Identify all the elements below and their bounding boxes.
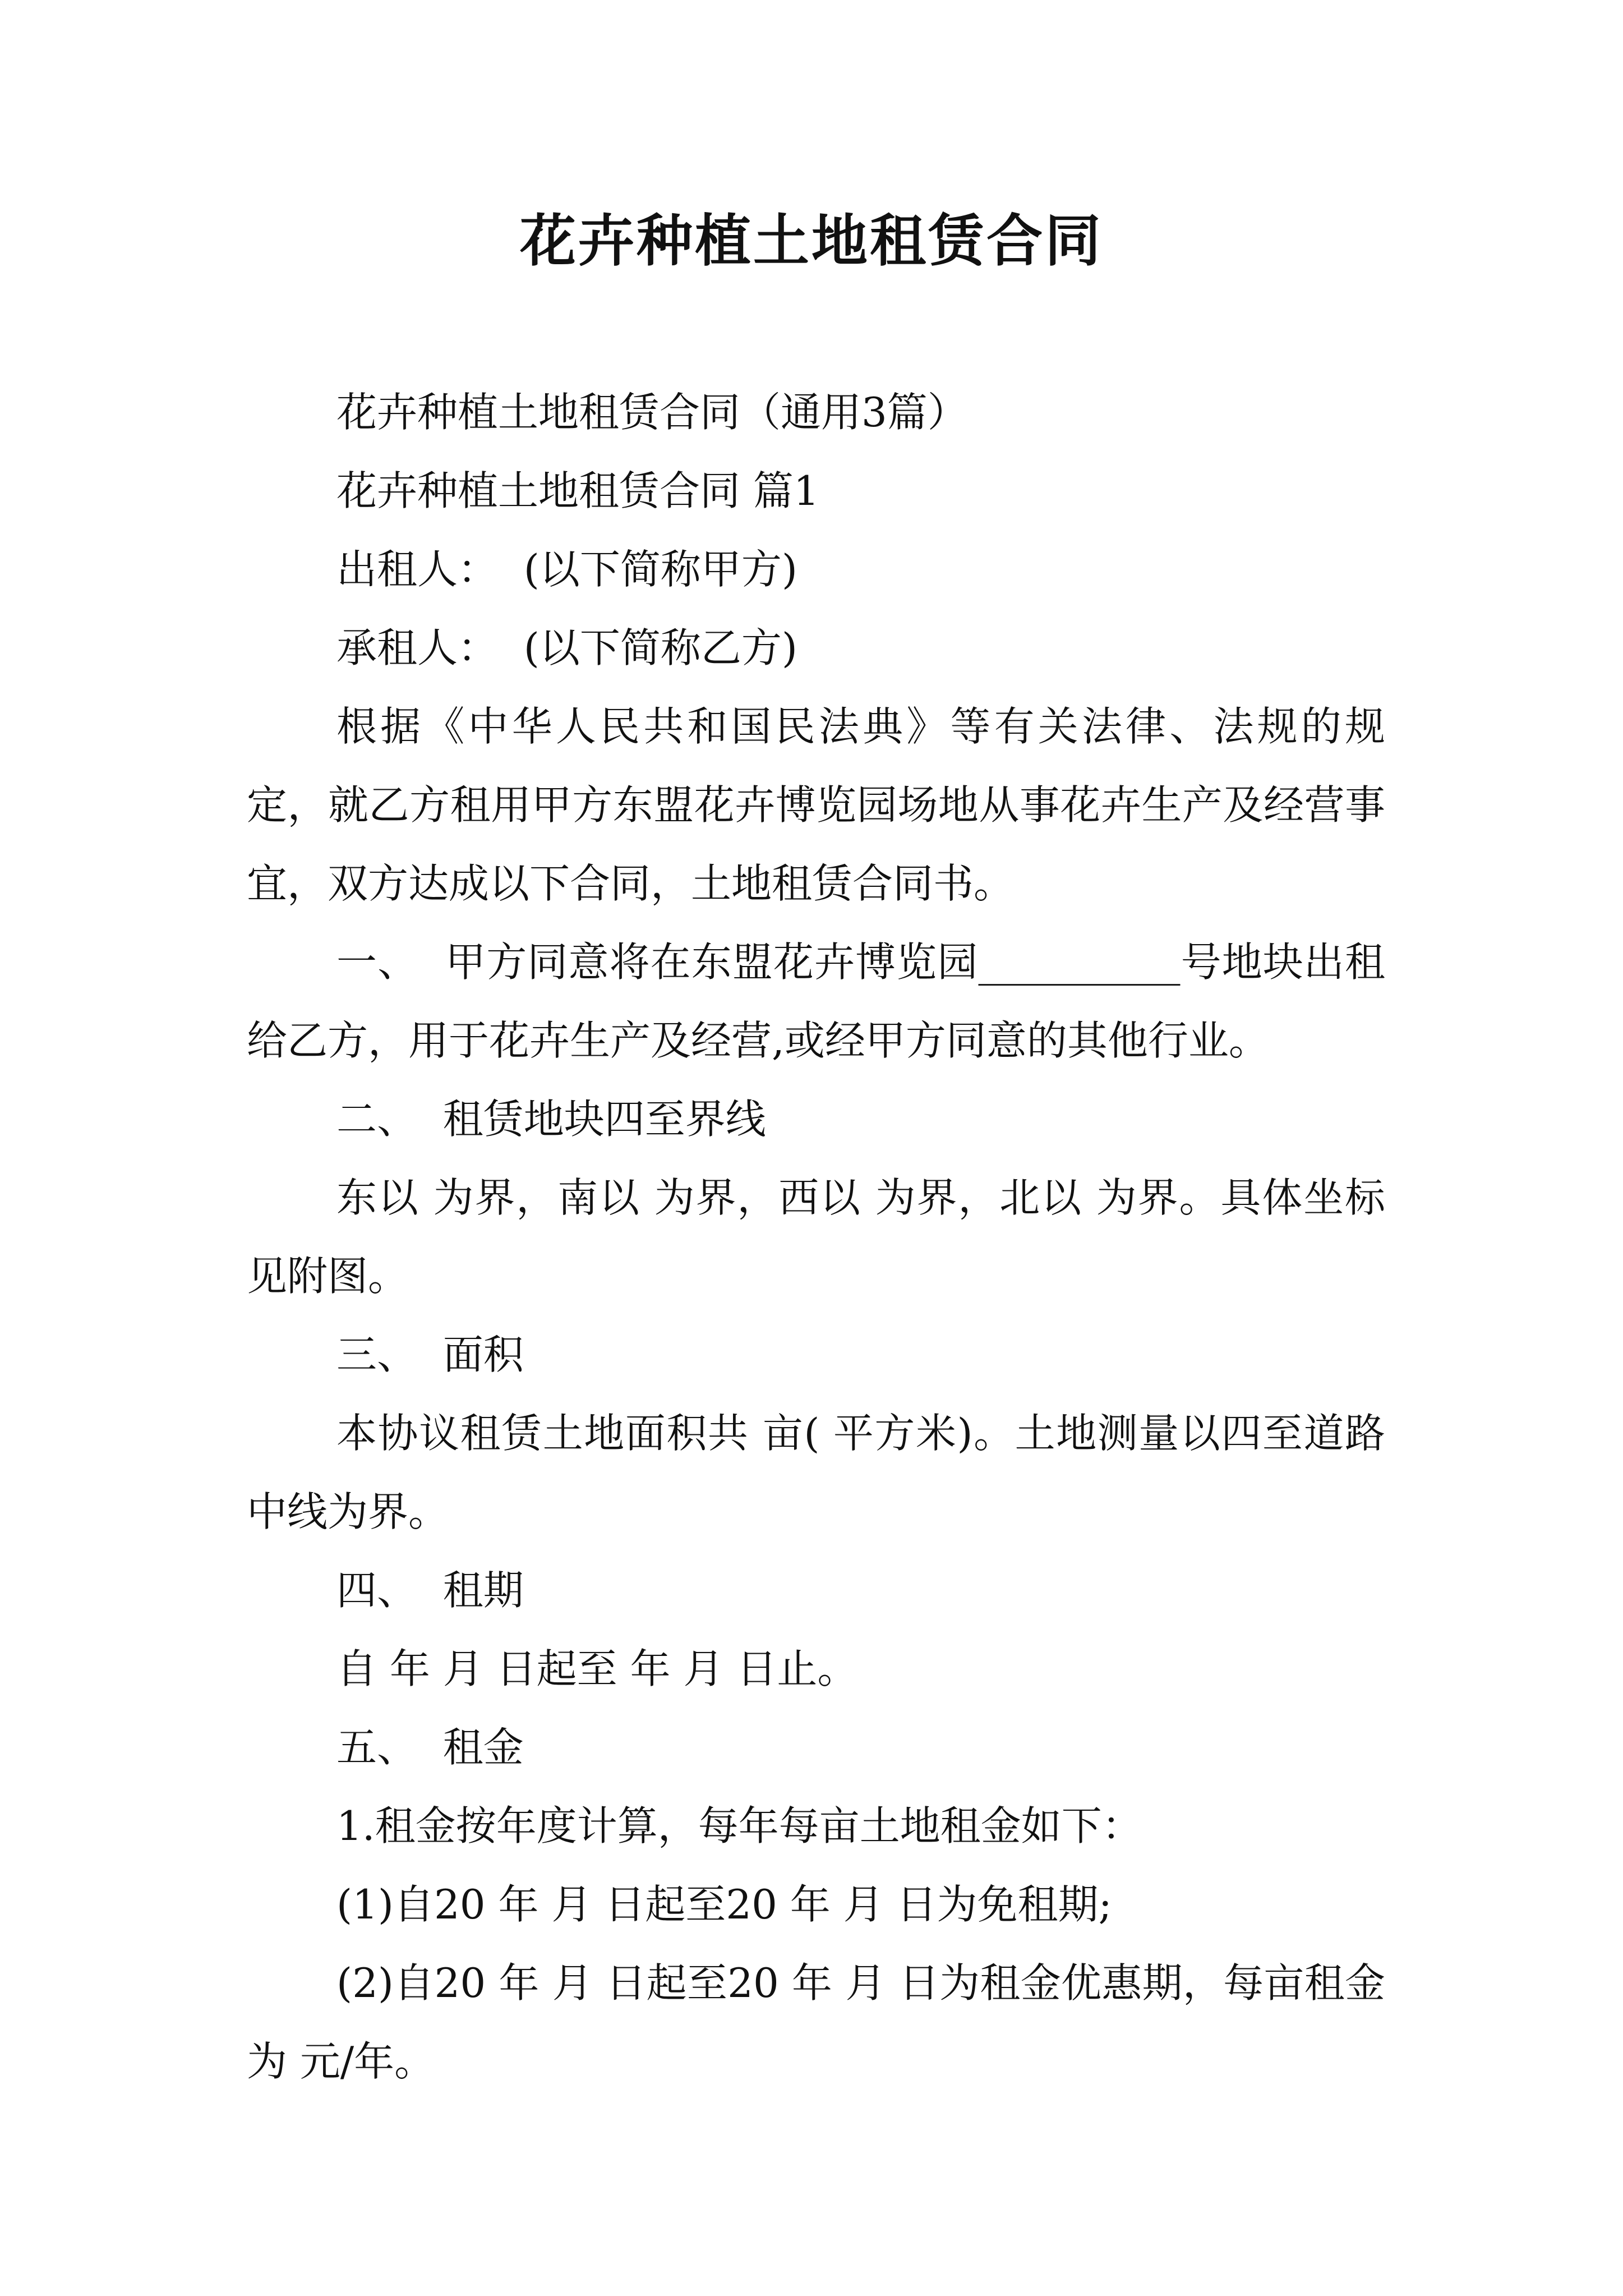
- lessee-line: 承租人： (以下简称乙方): [336, 624, 797, 671]
- rent-item-1-2: (2)自20 年 月 日起至20 年 月 日为租金优惠期，每亩租金为 元/年。: [247, 1959, 1385, 2085]
- boundaries-paragraph: 东以 为界，南以 为界，西以 为界，北以 为界。具体坐标见附图。: [247, 1174, 1385, 1300]
- lessor-line: 出租人： (以下简称甲方): [336, 546, 797, 593]
- document-body: [247, 373, 1385, 2101]
- clause-1-paragraph: 一、 甲方同意将在东盟花卉博览园__________号地块出租给乙方，用于花卉生产及经营,或经甲方同意的其他行业。: [247, 938, 1385, 1064]
- rent-item-1-1: (1)自20 年 月 日起至20 年 月 日为免租期;: [336, 1881, 1112, 1928]
- document-title: 花卉种植土地租赁合同: [520, 208, 1103, 274]
- term-paragraph: 自 年 月 日起至 年 月 日止。: [336, 1645, 858, 1692]
- preamble-paragraph: 根据《中华人民共和国民法典》等有关法律、法规的规定，就乙方租用甲方东盟花卉博览园场地从事花卉生产及经营事宜，双方达成以下合同，土地租赁合同书。: [247, 703, 1385, 907]
- subtitle-collection: 花卉种植土地租赁合同（通用3篇）: [336, 389, 968, 436]
- rent-item-1: 1.租金按年度计算，每年每亩土地租金如下：: [336, 1802, 1142, 1849]
- clause-4-heading: 四、 租期: [336, 1567, 524, 1614]
- clause-2-heading: 二、 租赁地块四至界线: [336, 1096, 766, 1143]
- clause-3-heading: 三、 面积: [336, 1331, 524, 1378]
- clause-5-heading: 五、 租金: [336, 1724, 524, 1771]
- area-paragraph: 本协议租赁土地面积共 亩( 平方米)。土地测量以四至道路中线为界。: [247, 1410, 1385, 1535]
- subtitle-part-1: 花卉种植土地租赁合同 篇1: [336, 467, 819, 514]
